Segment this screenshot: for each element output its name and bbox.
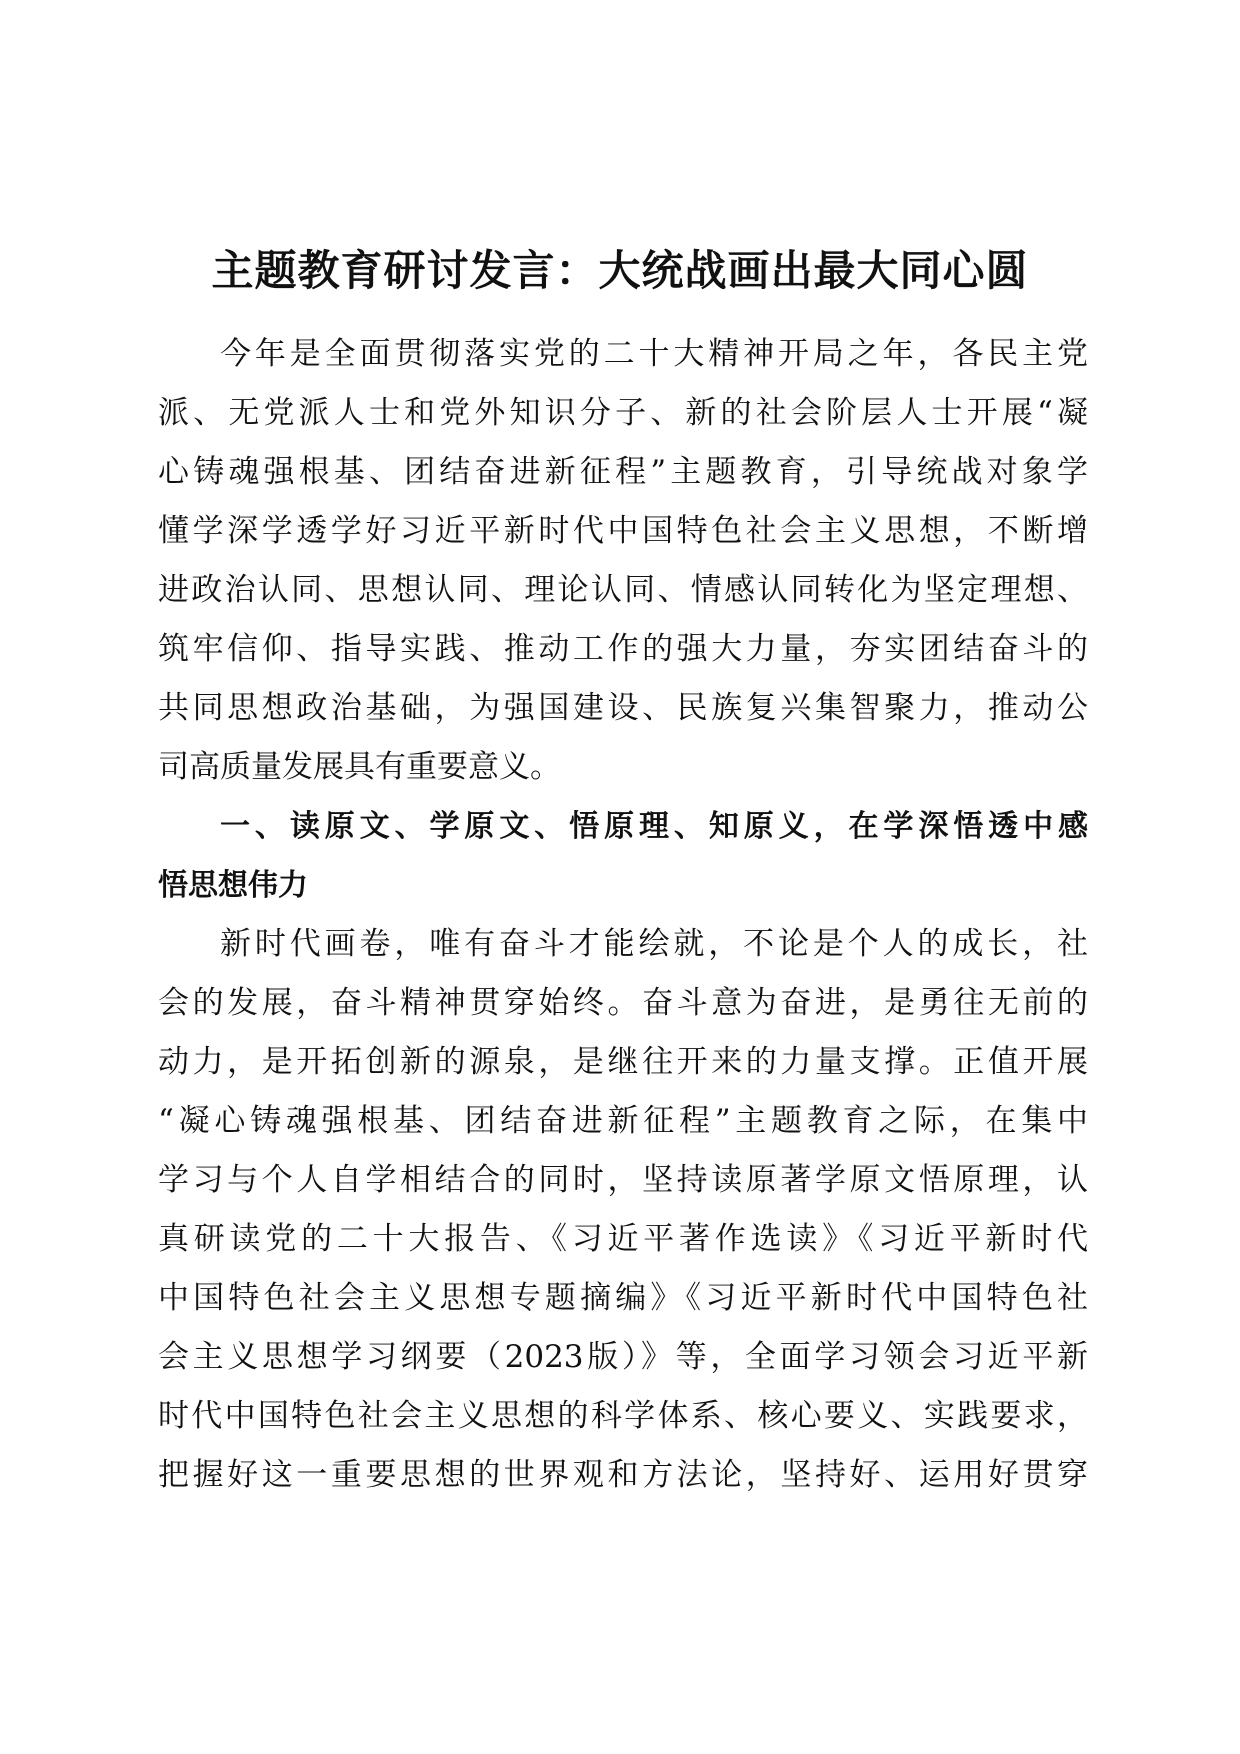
text-line: 派、无党派人士和党外知识分子、新的社会阶层人士开展“凝 <box>158 395 1088 431</box>
text-line: 司高质量发展具有重要意义。 <box>158 749 561 785</box>
text-line: 会主义思想学习纲要（2023版）》等，全面学习领会习近平新 <box>158 1339 1088 1375</box>
text-line: 动力，是开拓创新的源泉，是继往开来的力量支撑。正值开展 <box>158 1044 1088 1080</box>
text-line: 今年是全面贯彻落实党的二十大精神开局之年，各民主党 <box>220 336 1088 372</box>
paragraph-section-one <box>158 915 1088 1505</box>
text-line: 把握好这一重要思想的世界观和方法论，坚持好、运用好贯穿 <box>158 1457 1088 1493</box>
text-line: 筑牢信仰、指导实践、推动工作的强大力量，夯实团结奋斗的 <box>158 631 1088 667</box>
text-line: 学习与个人自学相结合的同时，坚持读原著学原文悟原理，认 <box>158 1162 1088 1198</box>
text-line: 共同思想政治基础，为强国建设、民族复兴集智聚力，推动公 <box>158 690 1088 726</box>
document-body <box>158 325 1088 1505</box>
text-line: “凝心铸魂强根基、团结奋进新征程”主题教育之际，在集中 <box>158 1103 1088 1139</box>
text-line: 新时代画卷，唯有奋斗才能绘就，不论是个人的成长，社 <box>220 926 1088 962</box>
text-line: 懂学深学透学好习近平新时代中国特色社会主义思想，不断增 <box>158 513 1088 549</box>
text-line: 真研读党的二十大报告、《习近平著作选读》《习近平新时代 <box>158 1221 1088 1257</box>
section-heading <box>158 797 1088 915</box>
heading-line: 悟思想伟力 <box>158 868 308 903</box>
text-line: 进政治认同、思想认同、理论认同、情感认同转化为坚定理想、 <box>158 572 1088 608</box>
text-line: 会的发展，奋斗精神贯穿始终。奋斗意为奋进，是勇往无前的 <box>158 985 1088 1021</box>
paragraph-intro <box>158 325 1088 797</box>
document-title: 主题教育研讨发言：大统战画出最大同心圆 <box>211 246 1029 295</box>
text-line: 时代中国特色社会主义思想的科学体系、核心要义、实践要求， <box>158 1398 1088 1434</box>
text-line: 中国特色社会主义思想专题摘编》《习近平新时代中国特色社 <box>158 1280 1088 1316</box>
text-line: 心铸魂强根基、团结奋进新征程”主题教育，引导统战对象学 <box>158 454 1088 490</box>
heading-line: 一、读原文、学原文、悟原理、知原义，在学深悟透中感 <box>220 809 1088 844</box>
